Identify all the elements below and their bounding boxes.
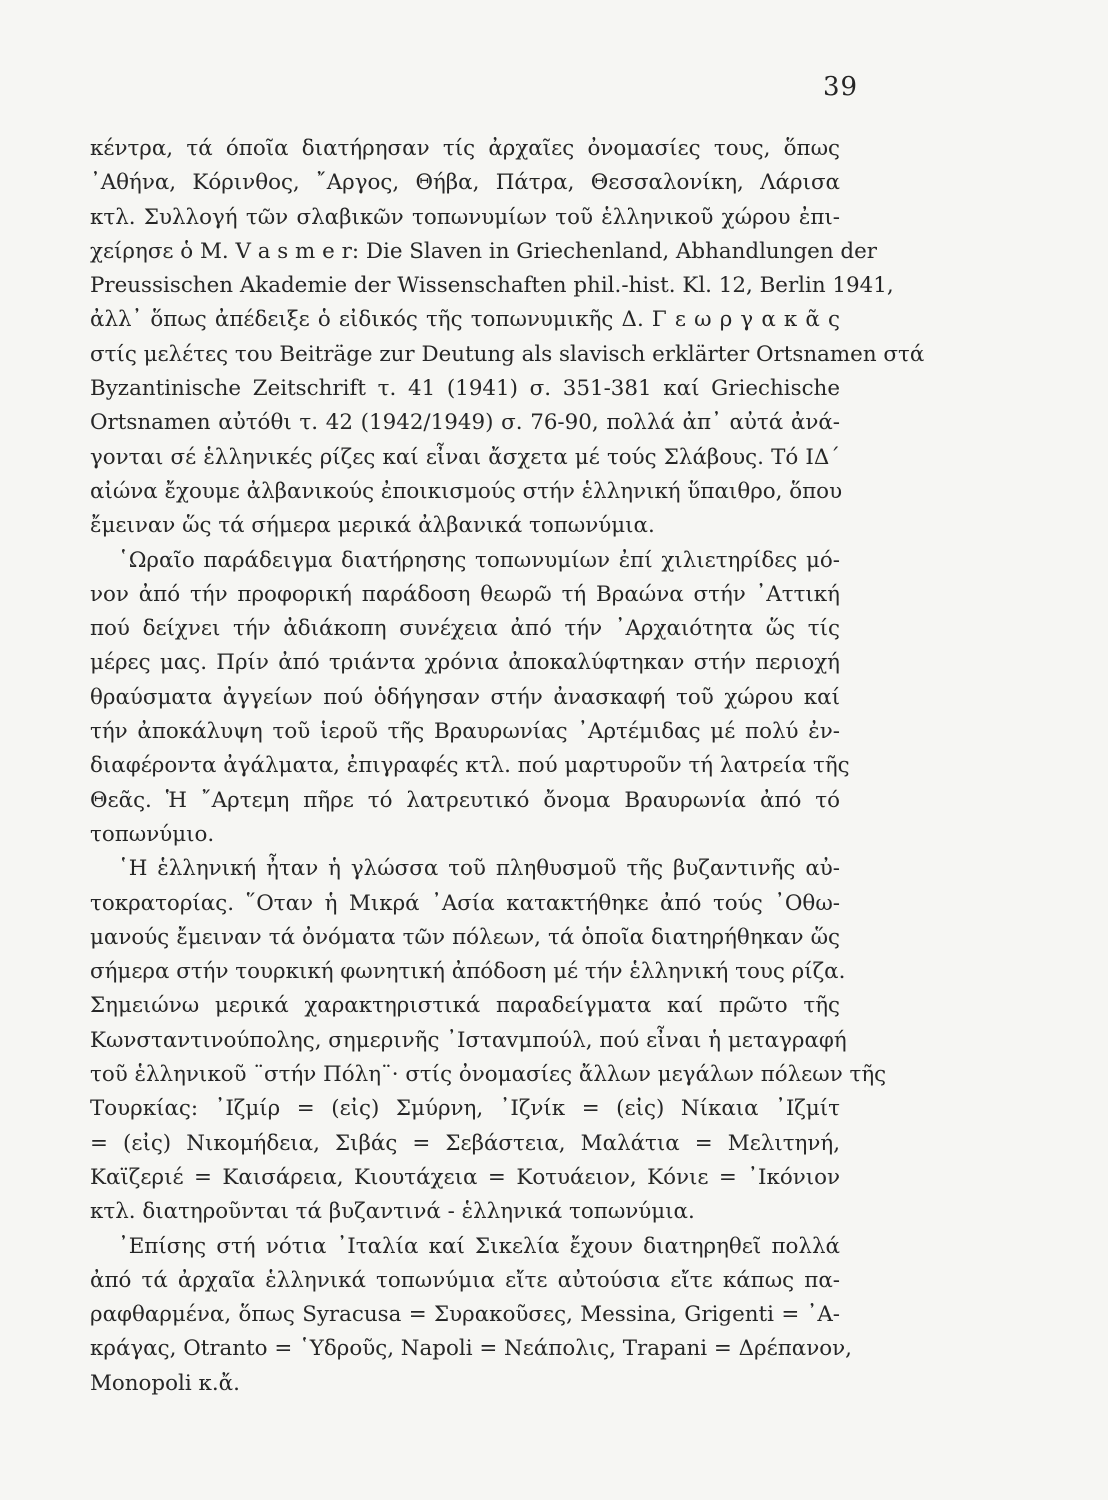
text-line: Byzantinische Zeitschrift τ. 41 (1941) σ. 351-381 καί Griechische [90,376,840,402]
text-line: θραύσματα ἀγγείων πού ὁδήγησαν στήν ἀνασκαφή τοῦ χώρου καί [90,684,840,710]
text-line: στίς μελέτες του Beiträge zur Deutung als slavisch erklärter Ortsnamen στά [90,341,925,367]
text-line: τοῦ ἑλληνικοῦ ¨στήν Πόλη¨· στίς ὀνομασίες ἄλλων μεγάλων πόλεων τῆς [90,1062,887,1088]
text-line: Καϊζεριέ = Καισάρεια, Κιουτάχεια = Κοτυάειον, Κόνιε = ᾿Ικόνιον [90,1164,840,1190]
text-line: Σημειώνω μερικά χαρακτηριστικά παραδείγματα καί πρῶτο τῆς [90,993,840,1019]
text-line: τοκρατορίας. ῞Οταν ἡ Μικρά ᾿Ασία κατακτήθηκε ἀπό τούς ᾿Οθω- [90,890,840,916]
text-line: αἰώνα ἔχουμε ἀλβανικούς ἐποικισμούς στήν ἑλληνική ὕπαιθρο, ὅπου [90,478,843,504]
text-line: γονται σέ ἑλληνικές ρίζες καί εἶναι ἄσχετα μέ τούς Σλάβους. Τό ΙΔ΄ [90,444,840,470]
paragraph-2 [90,544,850,853]
paragraph-3 [90,852,887,1229]
text-line: χείρησε ὁ Μ. V a s m e r: Die Slaven in Griechenland, Abhandlungen der [90,238,877,264]
text-line: = (εἰς) Νικομήδεια, Σιβάς = Σεβάστεια, Μαλάτια = Μελιτηνή, [90,1130,840,1156]
paragraph-4 [90,1230,852,1401]
text-line: ἀπό τά ἀρχαῖα ἑλληνικά τοπωνύμια εἴτε αὐτούσια εἴτε κάπως πα- [90,1267,840,1293]
text-line: ἔμειναν ὥς τά σήμερα μερικά ἀλβανικά τοπωνύμια. [90,513,655,539]
text-line: ᾿Αθήνα, Κόρινθος, ῎Αργος, Θήβα, Πάτρα, Θεσσαλονίκη, Λάρισα [90,170,840,196]
text-line: διαφέροντα ἀγάλματα, ἐπιγραφές κτλ. πού μαρτυροῦν τή λατρεία τῆς [90,753,850,779]
text-line: κράγας, Otranto = ῾Υδροῦς, Napoli = Νεάπολις, Trapani = Δρέπανον, [90,1336,852,1362]
paragraph-1 [90,132,925,544]
text-line: σήμερα στήν τουρκική φωνητική ἀπόδοση μέ τήν ἑλληνική τους ρίζα. [90,959,846,985]
page-number: 39 [823,72,859,102]
text-line: Preussischen Akademie der Wissenschaften phil.-hist. Kl. 12, Berlin 1941, [90,273,894,299]
text-line: ἀλλ᾿ ὅπως ἀπέδειξε ὁ εἰδικός τῆς τοπωνυμικῆς Δ. Γ ε ω ρ γ α κ ᾶ ς [90,307,840,333]
text-line: μέρες μας. Πρίν ἀπό τριάντα χρόνια ἀποκαλύφτηκαν στήν περιοχή [90,650,840,676]
text-line: Τουρκίας: ᾿Ιζμίρ = (εἰς) Σμύρνη, ᾿Ιζνίκ = (εἰς) Νίκαια ᾿Ιζμίτ [90,1096,840,1122]
text-line: νον ἀπό τήν προφορική παράδοση θεωρῶ τή Βραώνα στήν ᾿Αττική [90,581,840,607]
text-line: πού δείχνει τήν ἀδιάκοπη συνέχεια ἀπό τήν ᾿Αρχαιότητα ὥς τίς [90,616,840,642]
text-line: κτλ. Συλλογή τῶν σλαβικῶν τοπωνυμίων τοῦ ἑλληνικοῦ χώρου ἐπι- [90,204,840,230]
text-line: μανούς ἔμειναν τά ὀνόματα τῶν πόλεων, τά ὁποῖα διατηρήθηκαν ὥς [90,924,840,950]
text-line: τοπωνύμιο. [90,821,215,847]
text-line: ᾿Επίσης στή νότια ᾿Ιταλία καί Σικελία ἔχουν διατηρηθεῖ πολλά [118,1233,840,1259]
text-line: Ortsnamen αὐτόθι τ. 42 (1942/1949) σ. 76-90, πολλά ἀπ᾿ αὐτά ἀνά- [90,410,840,436]
text-line: ῾Ωραῖο παράδειγμα διατήρησης τοπωνυμίων ἐπί χιλιετηρίδες μό- [118,547,840,573]
body-text [90,132,925,1401]
text-line: Monopoli κ.ἄ. [90,1370,240,1396]
text-line: Κωνσταντινούπολης, σημερινῆς ᾿Ισταvμπούλ, πού εἶναι ἡ μεταγραφή [90,1027,847,1053]
text-line: κέντρα, τά όποῖα διατήρησαν τίς ἀρχαῖες ὀνομασίες τους, ὅπως [90,136,840,161]
text-line: κτλ. διατηροῦνται τά βυζαντινά - ἑλληνικά τοπωνύμια. [90,1199,695,1225]
text-line: τήν ἀποκάλυψη τοῦ ἱεροῦ τῆς Βραυρωνίας ᾿Αρτέμιδας μέ πολύ ἐν- [90,719,840,745]
text-line: ῾Η ἑλληνική ἦταν ἡ γλώσσα τοῦ πληθυσμοῦ τῆς βυζαντινῆς αὐ- [118,856,840,882]
text-line: Θεᾶς. Ἡ ῎Αρτεμη πῆρε τό λατρευτικό ὄνομα Βραυρωνία ἀπό τό [90,787,840,813]
text-line: ραφθαρμένα, ὅπως Syracusa = Συρακοῦσες, Messina, Grigenti = ᾿Α- [90,1302,840,1328]
